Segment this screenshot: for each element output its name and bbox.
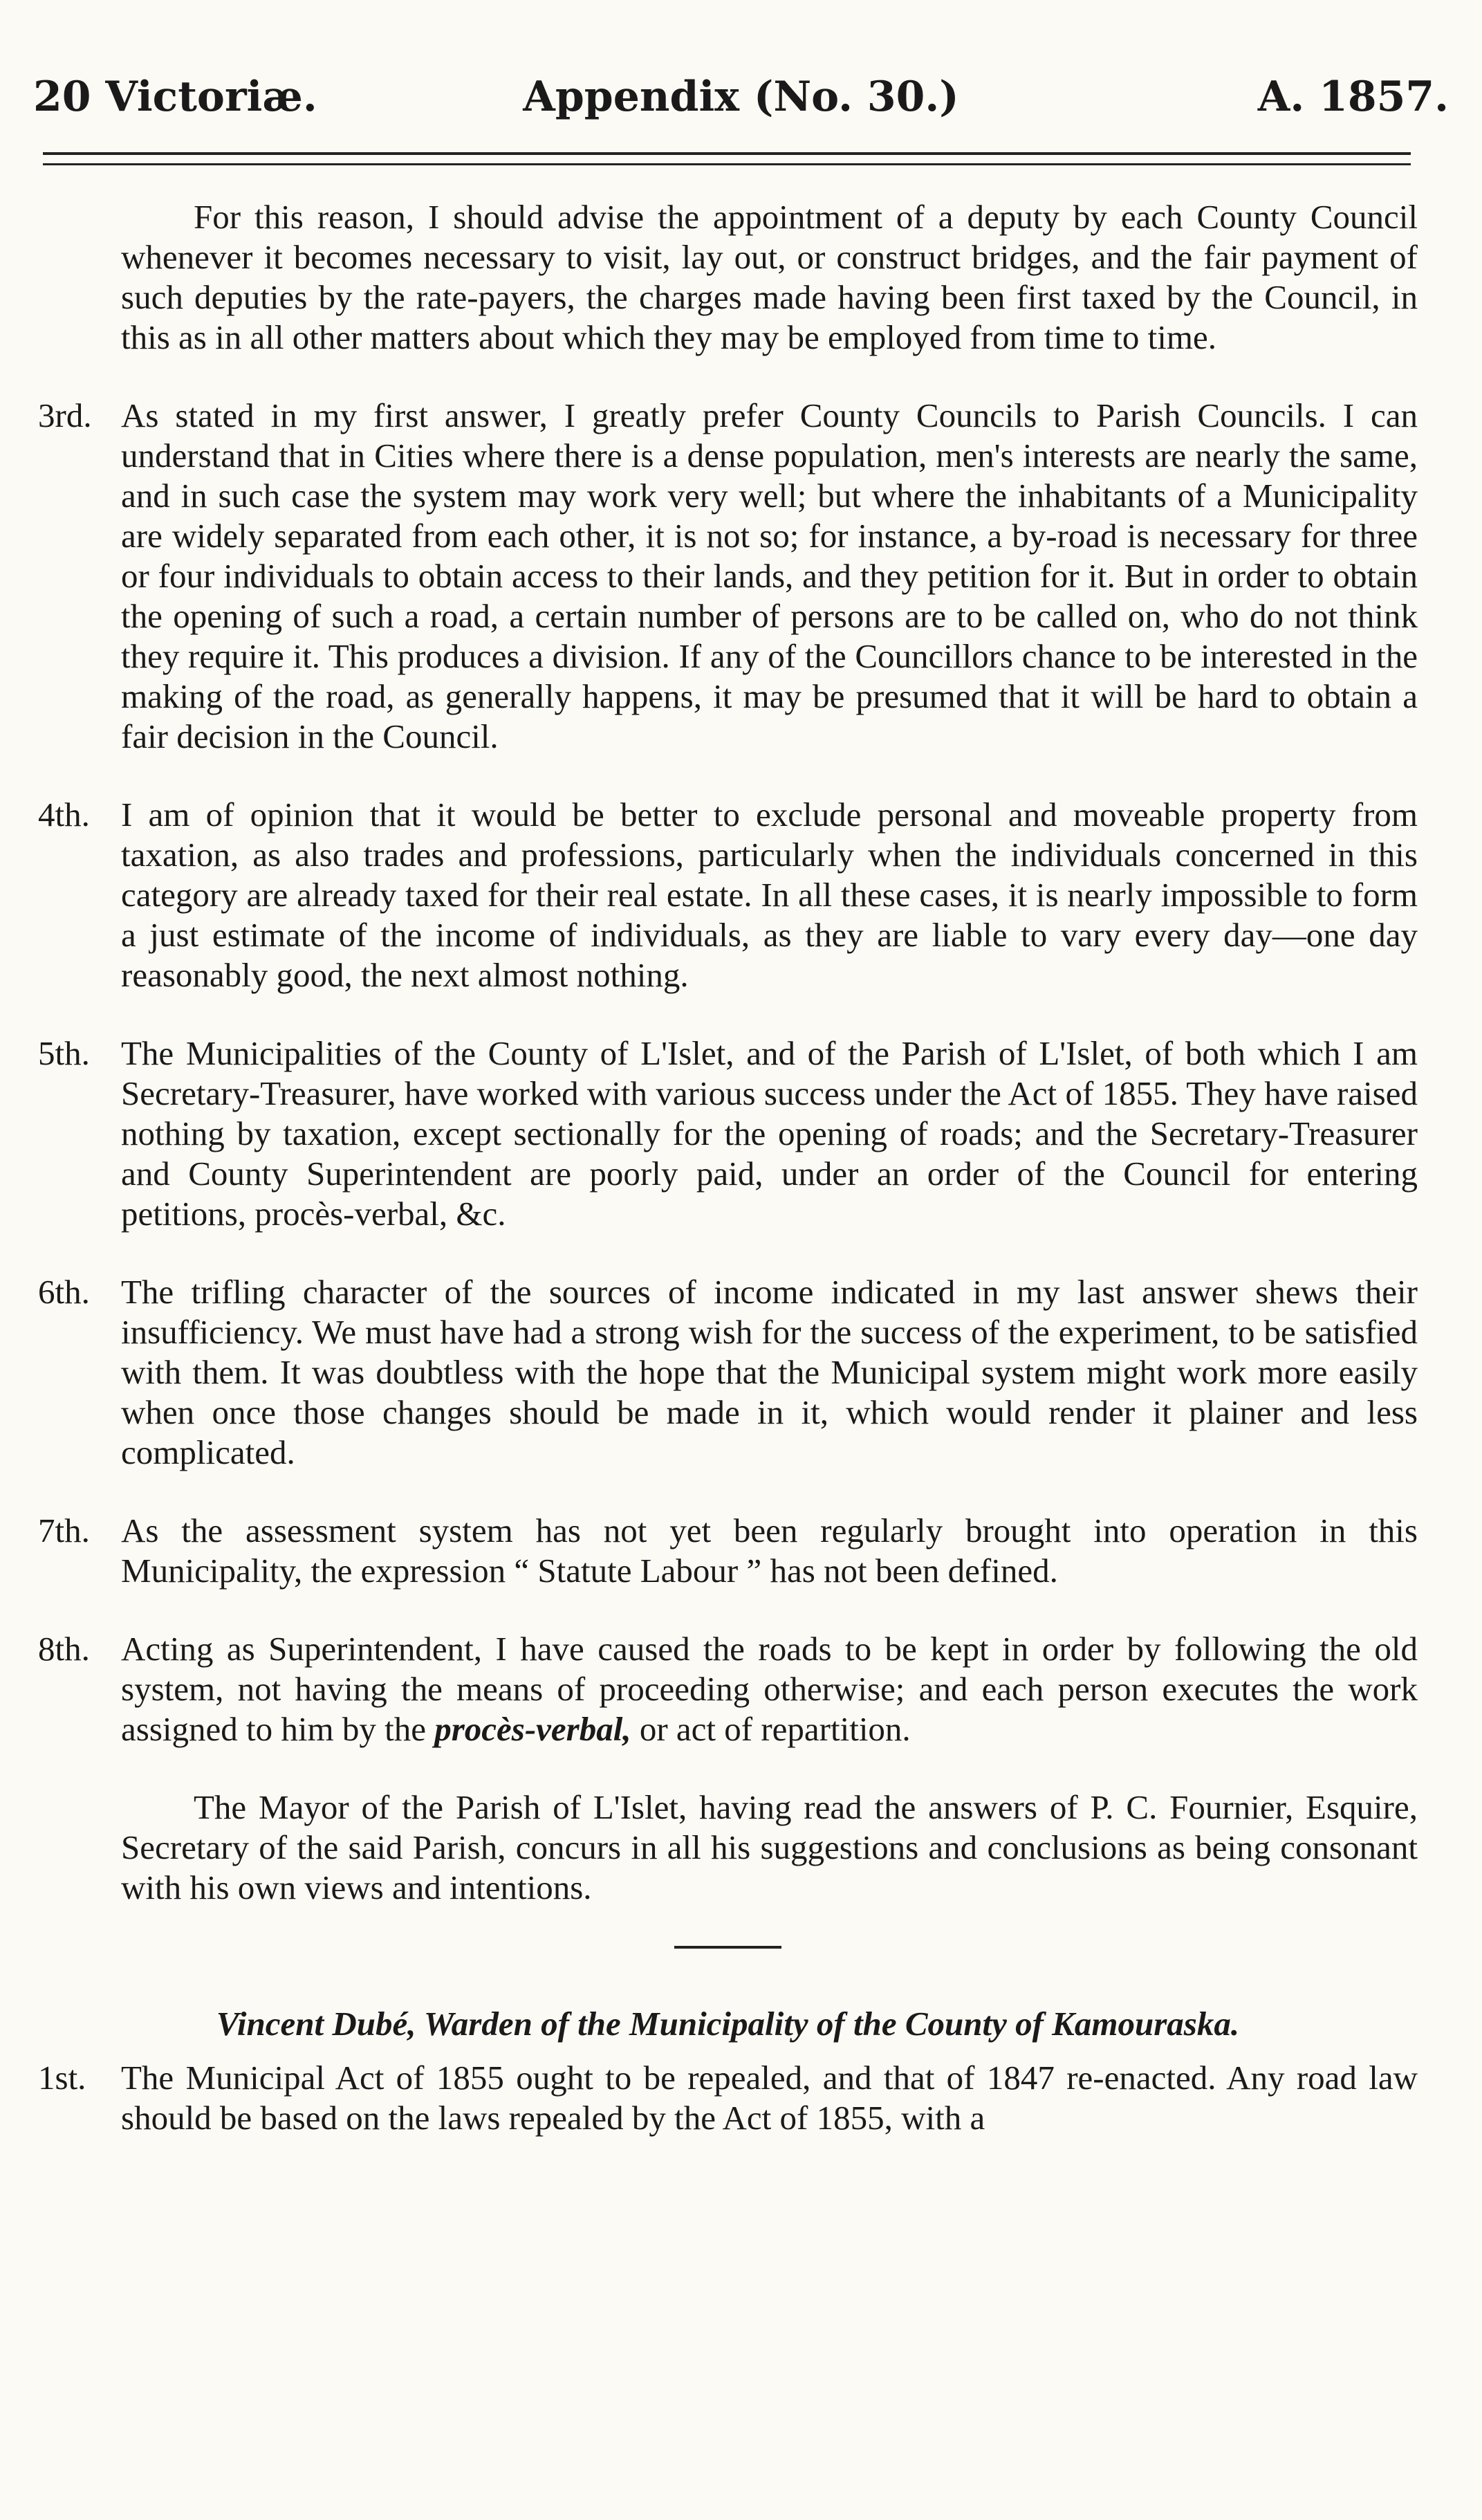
answer-number: 5th. xyxy=(38,1034,90,1072)
answer-6th xyxy=(38,1272,1418,1473)
answer-text xyxy=(121,1629,1418,1749)
answer-8th xyxy=(38,1629,1418,1749)
answer-text-part: Acting as Superintendent, I have caused the roads to be kept in order by following the old system, not having the means of proceeding otherwise; and each person executes the work assigned to him by the xyxy=(121,1630,1418,1748)
page-header xyxy=(33,66,1449,128)
answer-text: As the assessment system has not yet been regularly brought into operation in this Municipality, the expression “ Statute Labour ” has not been defined. xyxy=(121,1511,1418,1590)
answer-text: The Municipalities of the County of L'Islet, and of the Parish of L'Islet, of both which I am Secretary-Treasurer, have worked with various success under the Act of 1855. They have raised nothing by taxation, except sectionally for the opening of roads; and the Secretary-Treasurer and County Superintendent are poorly paid, under an order of the Council for entering petitions, procès-verbal, &c. xyxy=(121,1034,1418,1233)
header-appendix: Appendix (No. 30.) xyxy=(523,73,959,121)
answer-text: I am of opinion that it would be better to exclude personal and moveable property from taxation, as also trades and professions, particularly when the individuals concerned in this category are already taxed for their real estate. In all these cases, it is nearly impossible to form a just estimate of the income of individuals, as they are liable to vary every day—one day reasonably good, the next almost nothing. xyxy=(121,795,1418,994)
answer-text: The Municipal Act of 1855 ought to be repealed, and that of 1847 re-enacted. Any road law should be based on the laws repealed by the Act of 1855, with a xyxy=(121,2059,1418,2137)
answer-number: 4th. xyxy=(38,795,90,834)
answer-number: 7th. xyxy=(38,1511,90,1549)
header-rule-top xyxy=(43,152,1411,155)
answer-5th xyxy=(38,1033,1418,1234)
answer-text-part: or act of repartition. xyxy=(631,1710,911,1748)
answer-7th xyxy=(38,1511,1418,1591)
section-subheading: Vincent Dubé, Warden of the Municipality of the County of Kamouraska. xyxy=(216,2005,1240,2043)
page-body xyxy=(38,197,1418,2176)
header-year: A. 1857. xyxy=(1257,73,1449,121)
answer-number: 1st. xyxy=(38,2059,86,2097)
answer-text: The trifling character of the sources of income indicated in my last answer shews their insufficiency. We must have had a strong wish for the success of the experiment, to be satisfied with them. It was doubtless with the hope that the Municipal system might work more easily when once those changes should be made in it, which would render it plainer and less complicated. xyxy=(121,1273,1418,1471)
intro-paragraph: For this reason, I should advise the appointment of a deputy by each County Council whenever it becomes necessary to visit, lay out, or construct bridges, and the fair payment of such deputies by the rate-payers, the charges made having been first taxed by the Council, in this as in all other matters about which they may be employed from time to time. xyxy=(121,198,1418,356)
section-divider xyxy=(674,1946,781,1949)
header-session: 20 Victoriæ. xyxy=(33,73,317,121)
answer-text: As stated in my first answer, I greatly prefer County Councils to Parish Councils. I can understand that in Cities where there is a dense population, men's interests are nearly the same, and in such case the system may work very well; but where the inhabitants of a Municipality are widely separated from each other, it is not so; for instance, a by-road is necessary for three or four individuals to obtain access to their lands, and they petition for it. But in order to obtain the opening of such a road, a certain number of persons are to be called on, who do not think they require it. This produces a division. If any of the Councillors chance to be interested in the making of the road, as generally happens, it may be presumed that it will be hard to obtain a fair decision in the Council. xyxy=(121,396,1418,755)
answer-number: 6th. xyxy=(38,1273,90,1311)
answer-number: 3rd. xyxy=(38,396,92,434)
closing-paragraph: The Mayor of the Parish of L'Islet, having read the answers of P. C. Fournier, Esquire, Secretary of the said Parish, concurs in all his suggestions and conclusions as being consonant with his own views and intentions. xyxy=(121,1788,1418,1906)
answer-3rd xyxy=(38,396,1418,757)
header-rule-bottom xyxy=(43,163,1411,165)
answer-number: 8th. xyxy=(38,1630,90,1668)
answer-4th xyxy=(38,795,1418,995)
answer-text-italic: procès-verbal, xyxy=(434,1710,631,1748)
answer-1st xyxy=(38,2058,1418,2138)
